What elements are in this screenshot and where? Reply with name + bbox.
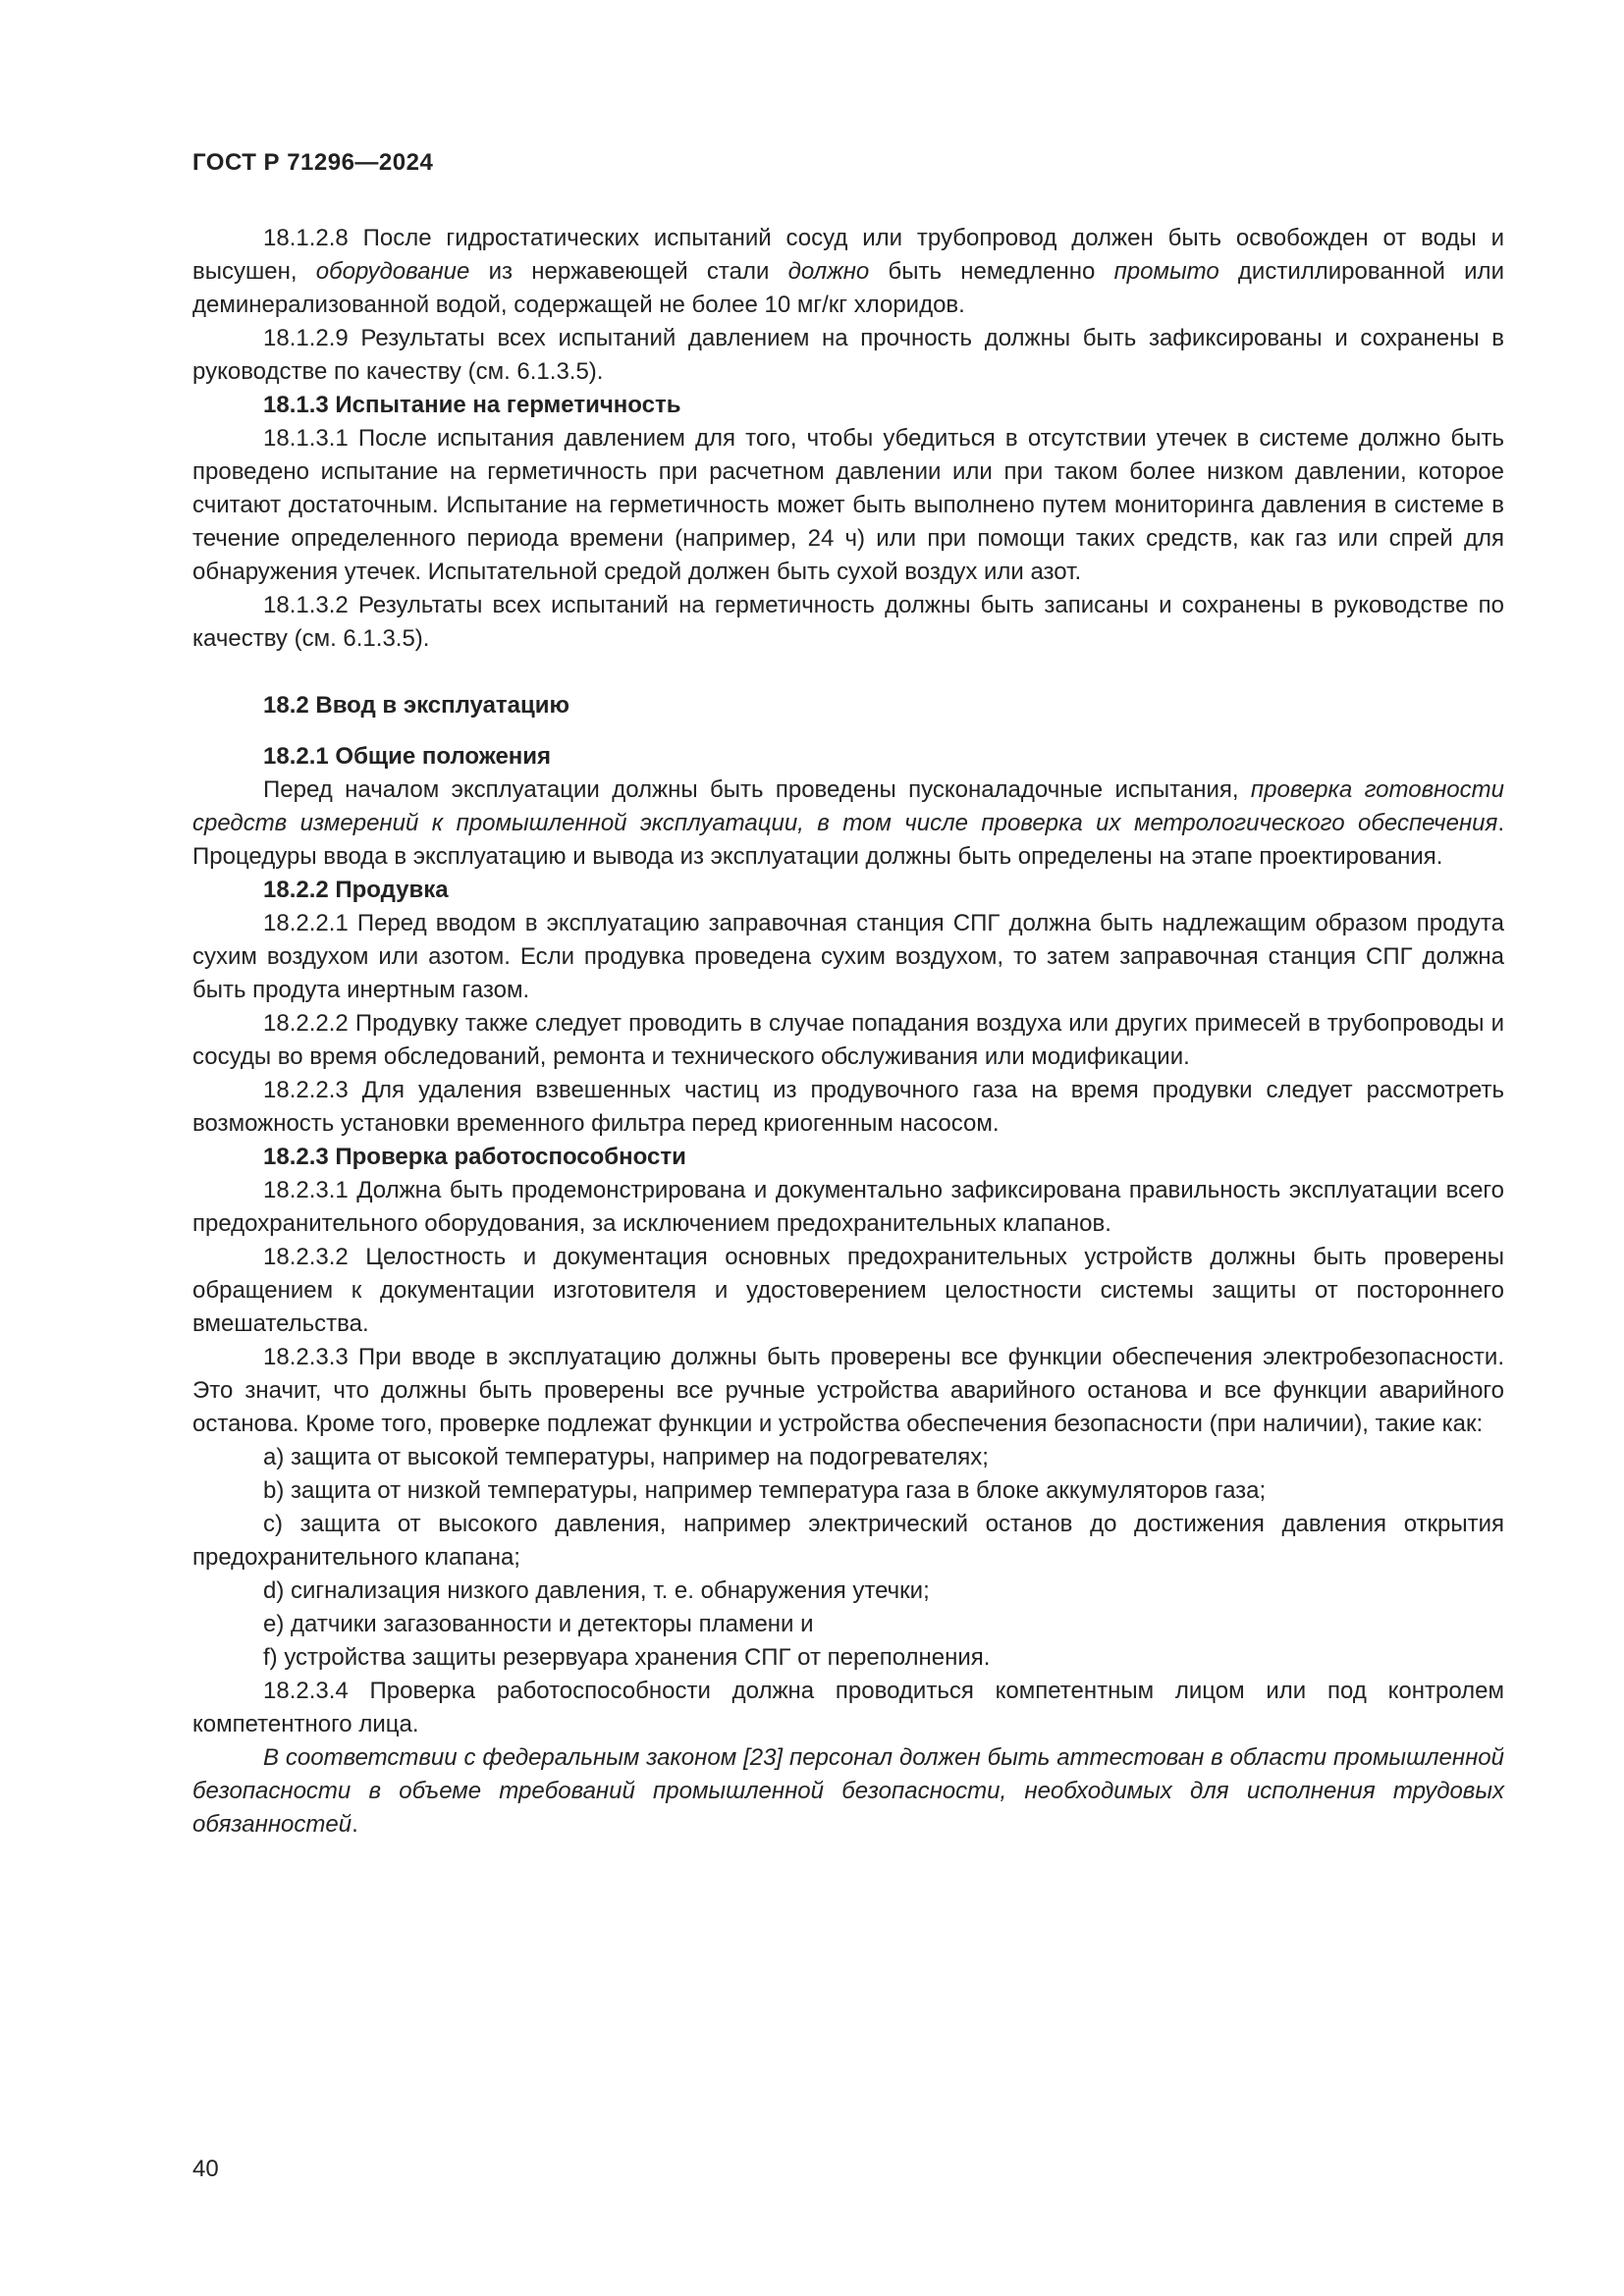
text-run: . xyxy=(352,1811,358,1838)
section-heading xyxy=(192,1141,1504,1174)
text-run: 18.2.3.1 Должна быть продемонстрирована и документально зафиксирована правильность эксплуатации всего предохранительного оборудования, за исключением предохранительных клапанов. xyxy=(192,1177,1504,1237)
paragraph xyxy=(192,422,1504,589)
page-number: 40 xyxy=(192,2156,219,2182)
text-run: 18.2.1 Общие положения xyxy=(263,743,552,770)
paragraph xyxy=(192,774,1504,874)
text-run: . Процедуры ввода в эксплуатацию и вывода из эксплуатации должны быть определены на этапе проектирования. xyxy=(192,810,1504,870)
text-run: f) устройства защиты резервуара хранения СПГ от переполнения. xyxy=(263,1644,991,1671)
paragraph xyxy=(192,222,1504,322)
text-run: a) защита от высокой температуры, например на подогревателях; xyxy=(263,1444,989,1470)
text-run: 18.2.3.2 Целостность и документация основных предохранительных устройств должны быть проверены обращением к документации изготовителя и удостоверением целостности системы защиты от постороннего вмешательства. xyxy=(192,1244,1504,1337)
italic-text: В соответствии с федеральным законом [23] персонал должен быть аттестован в области промышленной безопасности в объеме требований промышленной безопасности, необходимых для исполнения трудовых обязанностей xyxy=(192,1744,1504,1838)
section-heading xyxy=(192,689,1504,722)
text-run: 18.2.3.3 При вводе в эксплуатацию должны быть проверены все функции обеспечения электробезопасности. Это значит, что должны быть проверены все ручные устройства аварийного останова и все функции аварийного останова. Кроме того, проверке подлежат функции и устройства обеспечения безопасности (при наличии), такие как: xyxy=(192,1344,1504,1437)
section-heading xyxy=(192,740,1504,774)
italic-text: должно xyxy=(787,258,870,285)
paragraph xyxy=(192,1675,1504,1741)
italic-text: оборудование xyxy=(315,258,470,285)
text-run: e) датчики загазованности и детекторы пламени и xyxy=(263,1611,814,1637)
document-body xyxy=(192,222,1504,1842)
paragraph xyxy=(192,1741,1504,1842)
text-run: 18.2.2.3 Для удаления взвешенных частиц из продувочного газа на время продувки следует рассмотреть возможность установки временного фильтра перед криогенным насосом. xyxy=(192,1077,1504,1137)
text-run: 18.1.2.9 Результаты всех испытаний давлением на прочность должны быть зафиксированы и сохранены в руководстве по качеству (см. 6.1.3.5). xyxy=(192,325,1504,385)
text-run: Перед началом эксплуатации должны быть проведены пусконаладочные испытания, xyxy=(263,776,1251,803)
text-run: c) защита от высокого давления, например электрический останов до достижения давления открытия предохранительного клапана; xyxy=(192,1511,1504,1571)
list-item xyxy=(192,1474,1504,1508)
paragraph xyxy=(192,1341,1504,1441)
text-run: из нержавеющей стали xyxy=(469,258,788,285)
list-item xyxy=(192,1641,1504,1675)
text-run: 18.1.3.2 Результаты всех испытаний на герметичность должны быть записаны и сохранены в руководстве по качеству (см. 6.1.3.5). xyxy=(192,592,1504,652)
text-run: 18.2.2.1 Перед вводом в эксплуатацию заправочная станция СПГ должна быть надлежащим образом продута сухим воздухом или азотом. Если продувка проведена сухим воздухом, то затем заправочная станция СПГ должна быть продута инертным газом. xyxy=(192,910,1504,1003)
text-run: дистиллированной или деминерализованной водой, содержащей не более 10 мг/кг хлоридов. xyxy=(192,258,1504,318)
paragraph xyxy=(192,1074,1504,1141)
italic-text: проверка готовности средств измерений к промышленной эксплуатации, в том числе проверка их метрологического обеспечения xyxy=(192,776,1504,836)
text-run: 18.2.3.4 Проверка работоспособности должна проводиться компетентным лицом или под контролем компетентного лица. xyxy=(192,1678,1504,1737)
text-run: 18.2.2 Продувка xyxy=(263,877,449,903)
paragraph xyxy=(192,907,1504,1007)
document-code-header: ГОСТ Р 71296—2024 xyxy=(192,149,434,176)
list-item xyxy=(192,1508,1504,1575)
italic-text: промыто xyxy=(1113,258,1219,285)
text-run: 18.2.2.2 Продувку также следует проводить в случае попадания воздуха или других примесей в трубопроводы и сосуды во время обследований, ремонта и технического обслуживания или модификации. xyxy=(192,1010,1504,1070)
paragraph xyxy=(192,1174,1504,1241)
text-run: 18.1.3 Испытание на герметичность xyxy=(263,392,681,418)
text-run: 18.1.2.8 После гидростатических испытаний сосуд или трубопровод должен быть освобожден от воды и высушен, xyxy=(192,225,1504,285)
paragraph xyxy=(192,322,1504,389)
paragraph xyxy=(192,1241,1504,1341)
list-item xyxy=(192,1441,1504,1474)
text-run: d) сигнализация низкого давления, т. е. обнаружения утечки; xyxy=(263,1577,930,1604)
text-run: 18.1.3.1 После испытания давлением для того, чтобы убедиться в отсутствии утечек в системе должно быть проведено испытание на герметичность при расчетном давлении или при таком более низком давлении, которое считают достаточным. Испытание на герметичность может быть выполнено путем мониторинга давления в системе в течение определенного периода времени (например, 24 ч) или при помощи таких средств, как газ или спрей для обнаружения утечек. Испытательной средой должен быть сухой воздух или азот. xyxy=(192,425,1504,585)
paragraph xyxy=(192,1007,1504,1074)
text-run: быть немедленно xyxy=(869,258,1114,285)
list-item xyxy=(192,1575,1504,1608)
section-heading xyxy=(192,389,1504,422)
text-run: 18.2 Ввод в эксплуатацию xyxy=(263,692,570,719)
text-run: b) защита от низкой температуры, например температура газа в блоке аккумуляторов газа; xyxy=(263,1477,1267,1504)
paragraph xyxy=(192,589,1504,656)
list-item xyxy=(192,1608,1504,1641)
section-heading xyxy=(192,874,1504,907)
text-run: 18.2.3 Проверка работоспособности xyxy=(263,1144,686,1170)
